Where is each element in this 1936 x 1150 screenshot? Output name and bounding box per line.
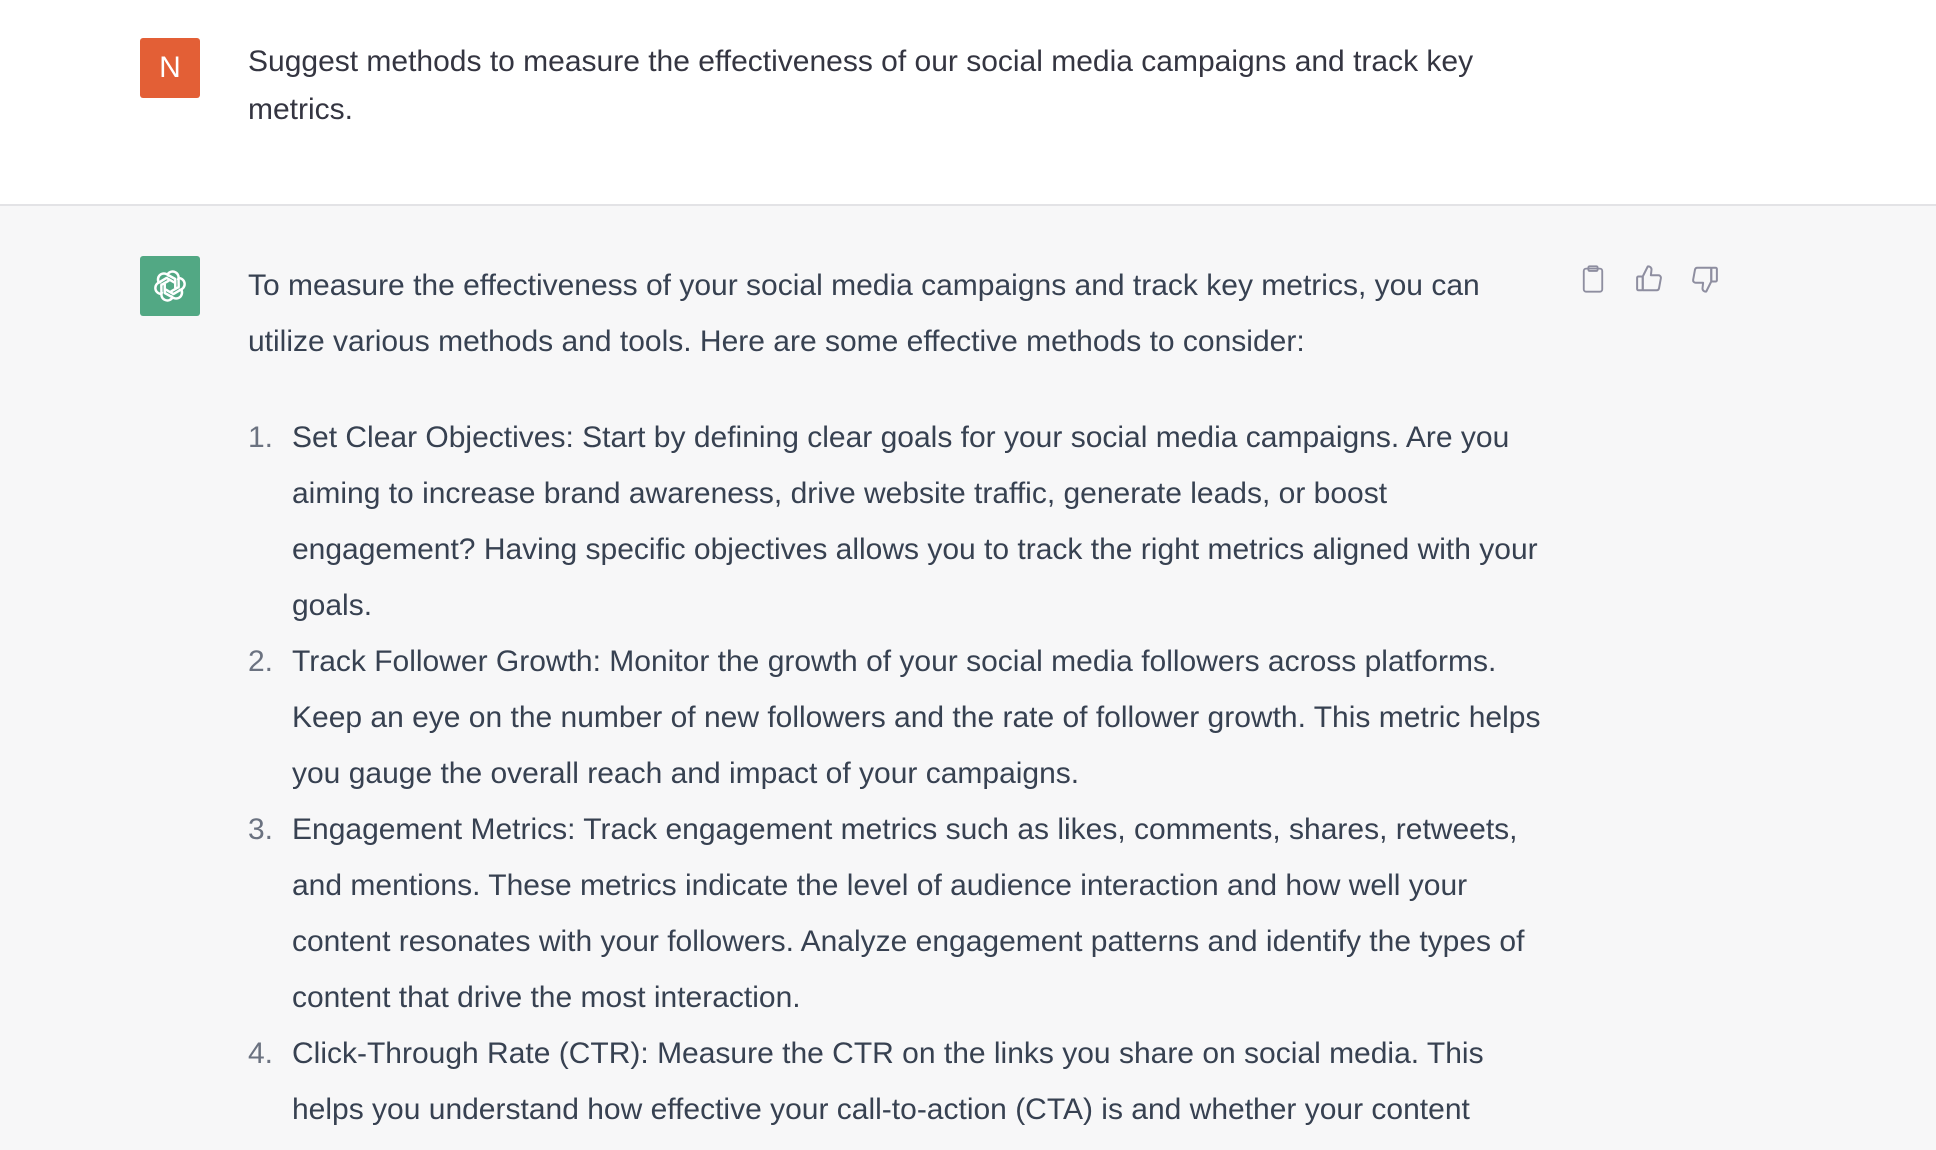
- copy-icon: [1579, 264, 1607, 294]
- user-message-text: Suggest methods to measure the effectiveness of our social media campaigns and track key metrics.: [248, 45, 1474, 126]
- thumbs-up-button[interactable]: [1632, 262, 1666, 296]
- list-item: [248, 634, 1558, 802]
- list-item: [248, 410, 1558, 634]
- thumbs-down-icon: [1690, 264, 1720, 294]
- assistant-message-content: [248, 258, 1558, 1138]
- user-message-row: [0, 0, 1936, 206]
- list-item-text: Click-Through Rate (CTR): Measure the CTR on the links you share on social media. This helps you understand how effective your call-to-action (CTA) is and whether your content: [292, 1037, 1484, 1126]
- assistant-message-row: [0, 206, 1936, 1150]
- thumbs-down-button[interactable]: [1688, 262, 1722, 296]
- assistant-intro-text: To measure the effectiveness of your social media campaigns and track key metrics, you can utilize various methods and tools. Here are some effective methods to consider:: [248, 269, 1480, 358]
- thumbs-up-icon: [1634, 264, 1664, 294]
- list-item-text: Engagement Metrics: Track engagement metrics such as likes, comments, shares, retweets, and mentions. These metrics indicate the level of audience interaction and how well your content resonates with your followers. Analyze engagement patterns and identify the types of content that drive the most interaction.: [292, 813, 1525, 1014]
- list-item-text: Set Clear Objectives: Start by defining clear goals for your social media campaigns. Are you aiming to increase brand awareness, drive website traffic, generate leads, or boost engagement? Having specific objectives allows you to track the right metrics aligned with your goals.: [292, 421, 1538, 622]
- list-item-text: Track Follower Growth: Monitor the growth of your social media followers across platforms. Keep an eye on the number of new followers and the rate of follower growth. This metric helps you gauge the overall reach and impact of your campaigns.: [292, 645, 1541, 790]
- assistant-avatar: [140, 256, 200, 316]
- list-item-number: 4.: [248, 1037, 274, 1070]
- openai-logo-icon: [149, 265, 191, 307]
- methods-list: [248, 410, 1558, 1138]
- list-item: [248, 1026, 1558, 1138]
- list-item-number: 1.: [248, 421, 274, 454]
- message-actions: [1576, 262, 1722, 296]
- list-item: [248, 802, 1558, 1026]
- user-avatar: N: [140, 38, 200, 98]
- list-item-number: 2.: [248, 645, 274, 678]
- copy-button[interactable]: [1576, 262, 1610, 296]
- list-item-number: 3.: [248, 813, 274, 846]
